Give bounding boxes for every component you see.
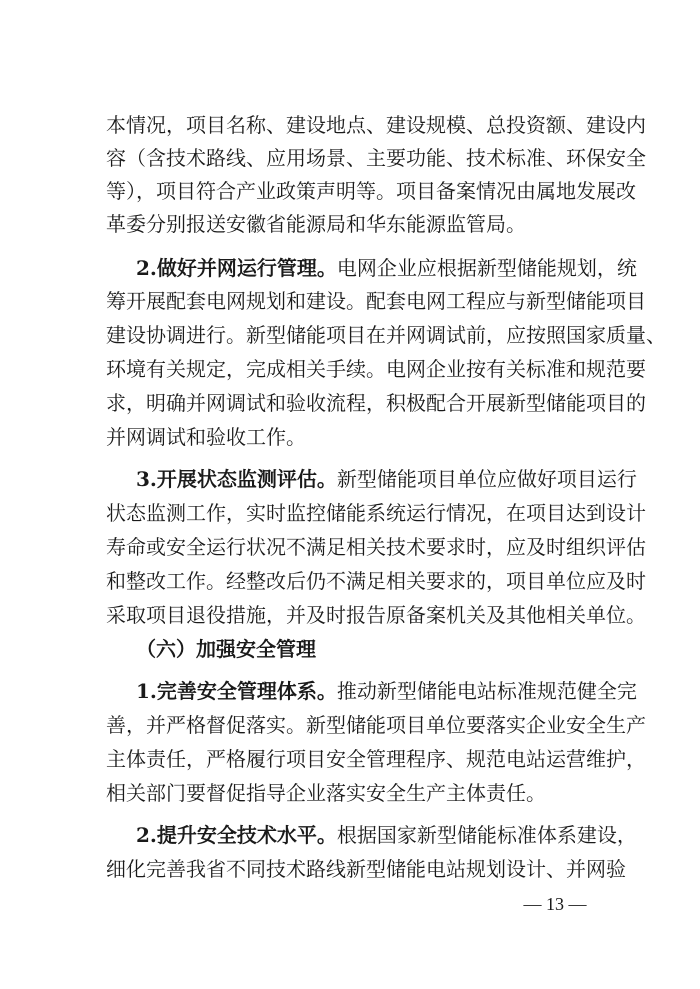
body-line: 求，明确并网调试和验收流程，积极配合开展新型储能项目的 — [106, 391, 646, 415]
body-line: 等），项目符合产业政策声明等。项目备案情况由属地发展改 — [106, 179, 636, 203]
section-3-line: 3.开展状态监测评估。新型储能项目单位应做好项目运行 — [136, 467, 637, 491]
body-line: 采取项目退役措施，并及时报告原备案机关及其他相关单位。 — [106, 603, 646, 627]
body-line: 善，并严格督促落实。新型储能项目单位要落实企业安全生产 — [106, 713, 646, 737]
body-line: 状态监测工作，实时监控储能系统运行情况，在项目达到设计 — [106, 501, 646, 525]
body-line: 环境有关规定，完成相关手续。电网企业按有关标准和规范要 — [106, 357, 646, 381]
body-line: 和整改工作。经整改后仍不满足相关要求的，项目单位应及时 — [106, 569, 646, 593]
section-2-line: 2.做好并网运行管理。电网企业应根据新型储能规划，统 — [136, 256, 637, 280]
body-line: 细化完善我省不同技术路线新型储能电站规划设计、并网验 — [106, 857, 626, 881]
body-line: 寿命或安全运行状况不满足相关技术要求时，应及时组织评估 — [106, 535, 646, 559]
body-line: 容（含技术路线、应用场景、主要功能、技术标准、环保安全 — [106, 146, 646, 170]
section-heading: （六）加强安全管理 — [136, 637, 316, 661]
body-line: 相关部门要督促指导企业落实安全生产主体责任。 — [106, 781, 546, 805]
page-number: — 13 — — [523, 894, 587, 914]
subsection-1-line: 1.完善安全管理体系。推动新型储能电站标准规范健全完 — [136, 679, 637, 703]
body-line: 本情况，项目名称、建设地点、建设规模、总投资额、建设内 — [106, 113, 646, 137]
body-line: 并网调试和验收工作。 — [106, 425, 306, 449]
body-line: 革委分别报送安徽省能源局和华东能源监管局。 — [106, 212, 526, 236]
subsection-2-line: 2.提升安全技术水平。根据国家新型储能标准体系建设， — [136, 823, 637, 847]
body-line: 主体责任，严格履行项目安全管理程序、规范电站运营维护， — [106, 747, 646, 771]
body-line: 建设协调进行。新型储能项目在并网调试前，应按照国家质量、 — [106, 323, 666, 347]
body-line: 筹开展配套电网规划和建设。配套电网工程应与新型储能项目 — [106, 289, 646, 313]
